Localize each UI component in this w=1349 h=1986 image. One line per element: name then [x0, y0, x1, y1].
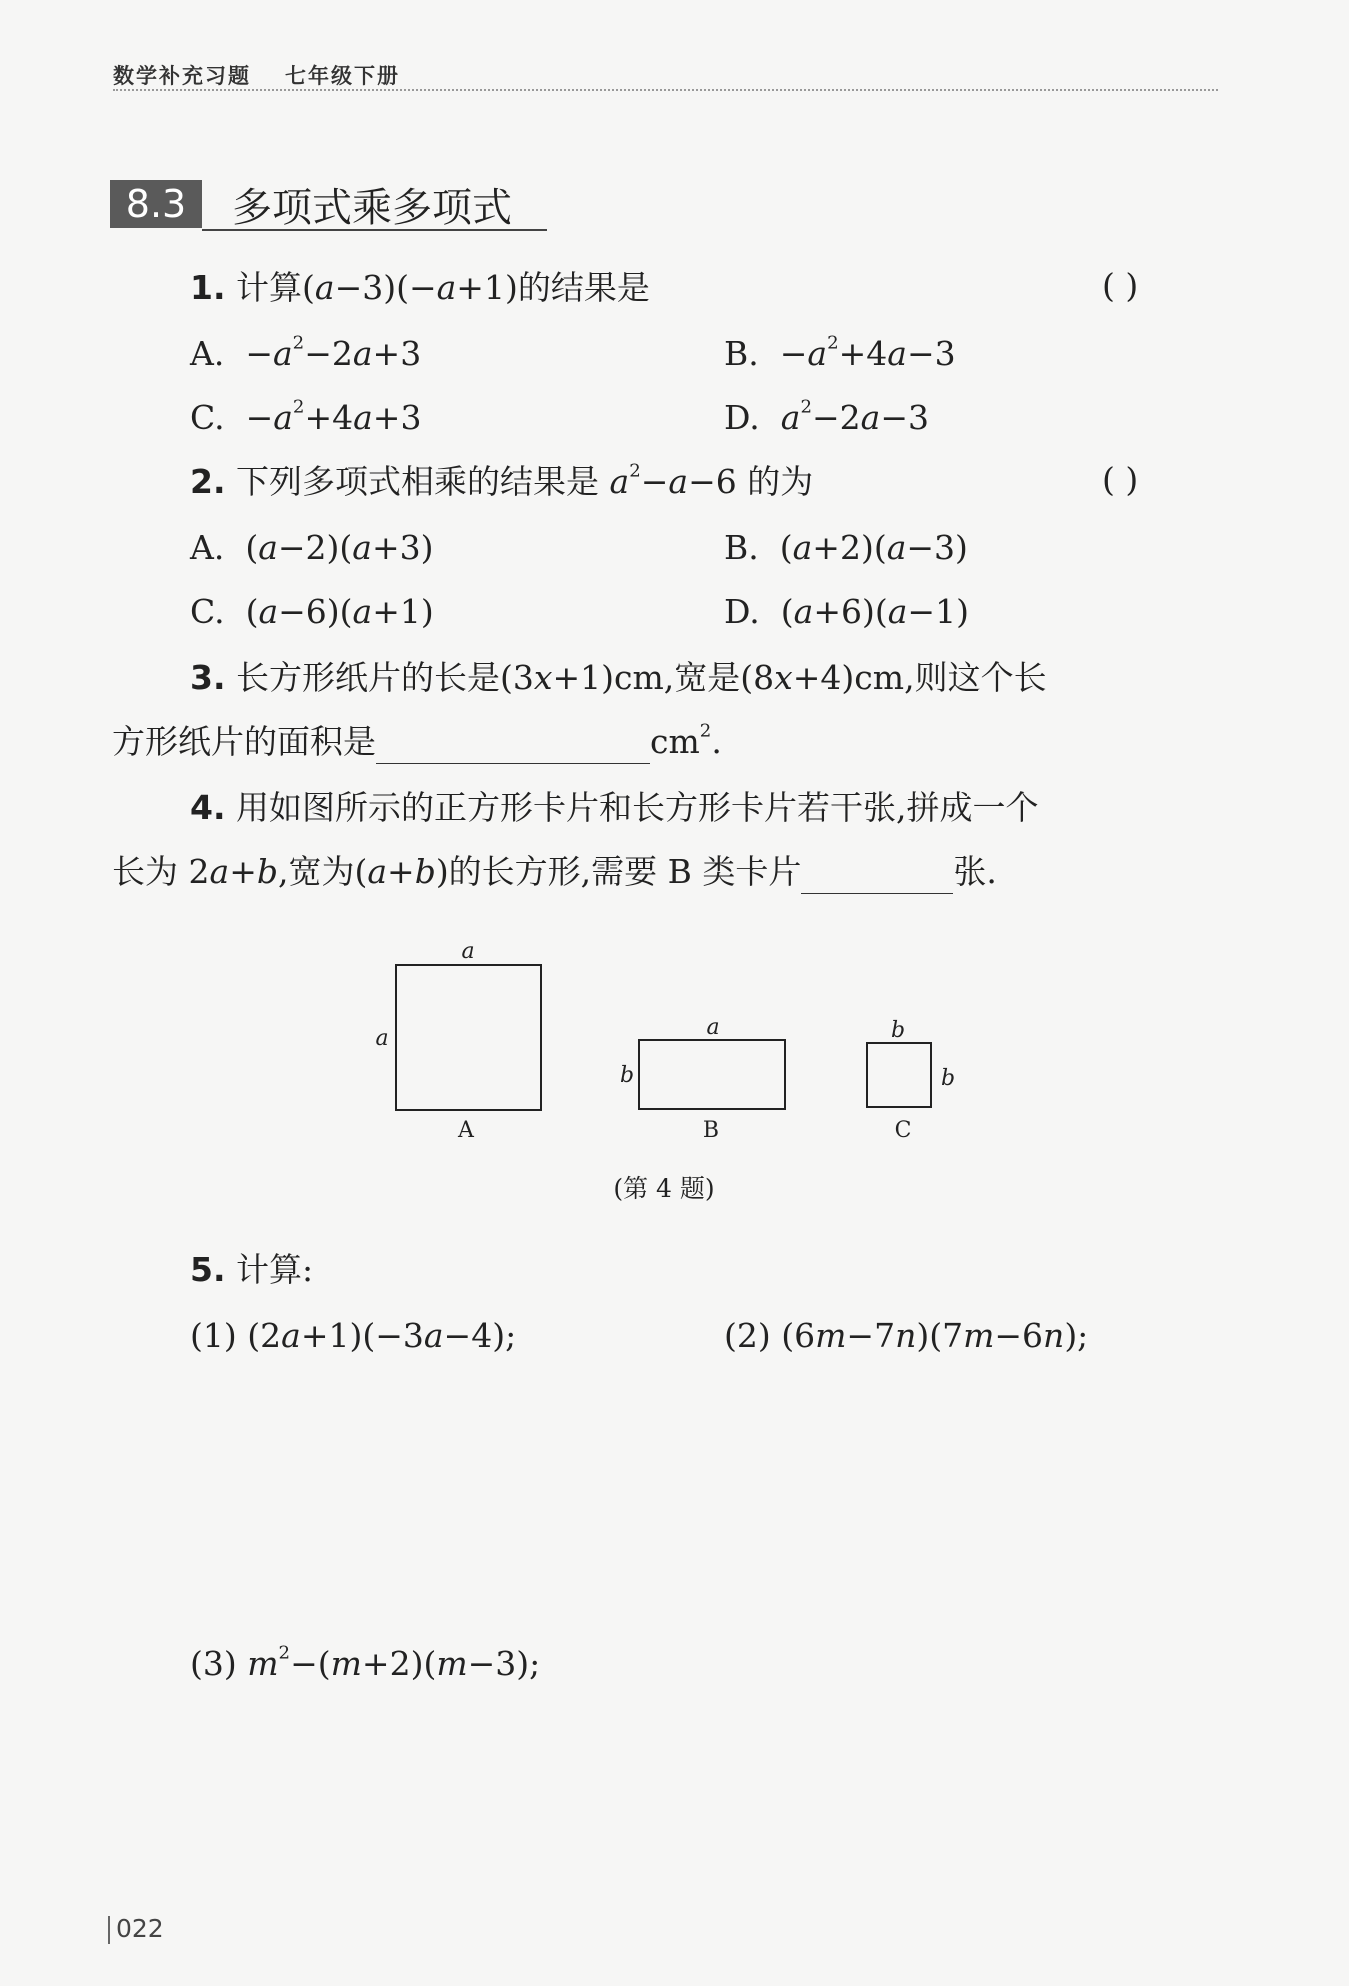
txt: −2: [304, 334, 353, 373]
section-title: 多项式乘多项式: [232, 185, 512, 231]
var: m: [247, 1644, 279, 1683]
var: a: [273, 398, 293, 437]
stem-text: 下列多项式相乘的结果是: [236, 462, 610, 501]
card-a-square: [396, 965, 541, 1110]
exp: 2: [292, 332, 305, 354]
exp: 2: [278, 1642, 291, 1664]
var: m: [436, 1644, 468, 1683]
txt: ,宽为(: [277, 852, 368, 891]
var: a: [272, 334, 293, 373]
txt: .: [711, 722, 722, 761]
var: a: [281, 1316, 301, 1355]
option-label: C.: [190, 398, 225, 437]
subquestion-3: [190, 1642, 540, 1686]
card-b-side-label: b: [619, 1063, 635, 1088]
txt: −3: [880, 398, 929, 437]
txt: )的长方形,需要 B 类卡片: [435, 852, 802, 891]
book-title: 数学补充习题: [113, 63, 251, 88]
page-number: 022: [116, 1914, 164, 1943]
option-label: B.: [724, 334, 759, 373]
txt: (: [245, 592, 259, 631]
var: a: [353, 398, 373, 437]
exp: 2: [629, 460, 641, 482]
var: a: [423, 1316, 444, 1355]
txt: (6: [781, 1316, 816, 1355]
var: a: [860, 398, 881, 437]
exp: 2: [827, 332, 839, 354]
var: a: [792, 528, 813, 567]
subquestion-1: [190, 1314, 516, 1358]
var: a: [436, 268, 457, 307]
var: m: [963, 1316, 995, 1355]
card-c-side-label: b: [940, 1066, 956, 1091]
txt: −6)(: [278, 592, 353, 631]
txt: +3: [372, 398, 422, 437]
stem-text: +4)cm,则这个长: [792, 658, 1047, 697]
txt: +3): [371, 528, 434, 567]
card-c-name: C: [894, 1118, 912, 1143]
card-a-name: A: [458, 1118, 474, 1143]
txt: +2)(: [812, 528, 887, 567]
txt: −2)(: [277, 528, 353, 567]
var: m: [330, 1644, 362, 1683]
stem-text: 长方形纸片的长是(3: [236, 658, 534, 697]
var: x: [774, 658, 793, 697]
txt: +1): [372, 592, 434, 631]
var: n: [1043, 1316, 1065, 1355]
txt: −3);: [467, 1644, 541, 1683]
txt: (2: [247, 1316, 282, 1355]
unit: cm: [650, 722, 700, 761]
question-number: 4.: [190, 788, 226, 827]
txt: −6: [994, 1316, 1044, 1355]
var: a: [258, 592, 279, 631]
option-label: D.: [724, 398, 760, 437]
section-number: 8.3: [110, 180, 202, 228]
var: a: [887, 592, 908, 631]
answer-bracket: ( ): [1102, 266, 1139, 305]
card-c-top-label: b: [890, 1018, 906, 1043]
var: n: [895, 1316, 917, 1355]
var: a: [367, 852, 388, 891]
figure-caption: (第 4 题): [613, 1174, 715, 1203]
stem-text: +1)的结果是: [456, 268, 650, 307]
sub-label: (1): [190, 1316, 237, 1355]
var: a: [258, 528, 278, 567]
question-number: 2.: [190, 462, 226, 501]
card-a-side-label: a: [375, 1026, 389, 1051]
page-number-bar: [108, 1916, 110, 1944]
stem-text: −: [640, 462, 669, 501]
var: a: [668, 462, 689, 501]
txt: +4: [838, 334, 888, 373]
txt: (: [779, 528, 793, 567]
txt: +2)(: [361, 1644, 437, 1683]
subquestion-2: [724, 1314, 1088, 1358]
var: x: [533, 658, 553, 697]
question-number: 5.: [190, 1250, 226, 1289]
option-label: C.: [190, 592, 225, 631]
txt: −1): [907, 592, 969, 631]
txt: −: [245, 334, 273, 373]
card-b-name: B: [702, 1118, 720, 1143]
stem-text: +1)cm,宽是(8: [552, 658, 775, 697]
var: a: [209, 852, 230, 891]
txt: +1)(−3: [300, 1316, 424, 1355]
grade-label: 七年级下册: [285, 63, 400, 88]
txt: )(7: [916, 1316, 964, 1355]
var: b: [414, 852, 436, 891]
var: a: [352, 528, 372, 567]
stem-text: 用如图所示的正方形卡片和长方形卡片若干张,拼成一个: [236, 788, 1039, 827]
card-b-rectangle: [639, 1040, 785, 1109]
option-label: D.: [724, 592, 760, 631]
stem-text: 计算(: [236, 268, 315, 307]
var: a: [807, 334, 828, 373]
question-number: 1.: [190, 268, 226, 307]
var: a: [793, 592, 814, 631]
txt: );: [1064, 1316, 1089, 1355]
card-c-square: [867, 1043, 931, 1107]
option-label: B.: [724, 528, 759, 567]
var: a: [780, 398, 801, 437]
var: a: [887, 334, 907, 373]
txt: −: [245, 398, 274, 437]
stem-text: 计算:: [236, 1250, 314, 1289]
var: a: [609, 462, 630, 501]
sub-label: (2): [724, 1316, 771, 1355]
var: a: [886, 528, 907, 567]
txt: +: [387, 852, 415, 891]
txt: −(: [290, 1644, 331, 1683]
question-number: 3.: [190, 658, 226, 697]
txt: −4);: [443, 1316, 517, 1355]
var: a: [352, 334, 373, 373]
txt: −3): [906, 528, 968, 567]
txt: (: [780, 592, 794, 631]
txt: +4: [304, 398, 354, 437]
var: b: [256, 852, 278, 891]
txt: 张.: [953, 852, 997, 891]
exp: 2: [699, 720, 712, 742]
txt: −2: [812, 398, 861, 437]
txt: −: [779, 334, 808, 373]
answer-bracket: ( ): [1102, 460, 1139, 499]
stem-text: −6 的为: [688, 462, 814, 501]
card-a-top-label: a: [461, 939, 475, 964]
question-5: [190, 1248, 313, 1292]
option-label: A.: [190, 528, 225, 567]
card-b-top-label: a: [706, 1015, 720, 1040]
exp: 2: [800, 396, 812, 418]
exp: 2: [292, 396, 305, 418]
txt: (: [245, 528, 259, 567]
option-label: A.: [190, 334, 225, 373]
txt: 长为 2: [112, 852, 210, 891]
txt: +6)(: [813, 592, 888, 631]
txt: −7: [846, 1316, 896, 1355]
txt: +: [229, 852, 257, 891]
var: m: [815, 1316, 847, 1355]
stem-text: −3)(−: [334, 268, 437, 307]
stem-text: 方形纸片的面积是: [112, 722, 376, 761]
var: a: [314, 268, 335, 307]
txt: −3: [906, 334, 956, 373]
txt: +3: [372, 334, 422, 373]
var: a: [352, 592, 373, 631]
sub-label: (3): [190, 1644, 237, 1683]
